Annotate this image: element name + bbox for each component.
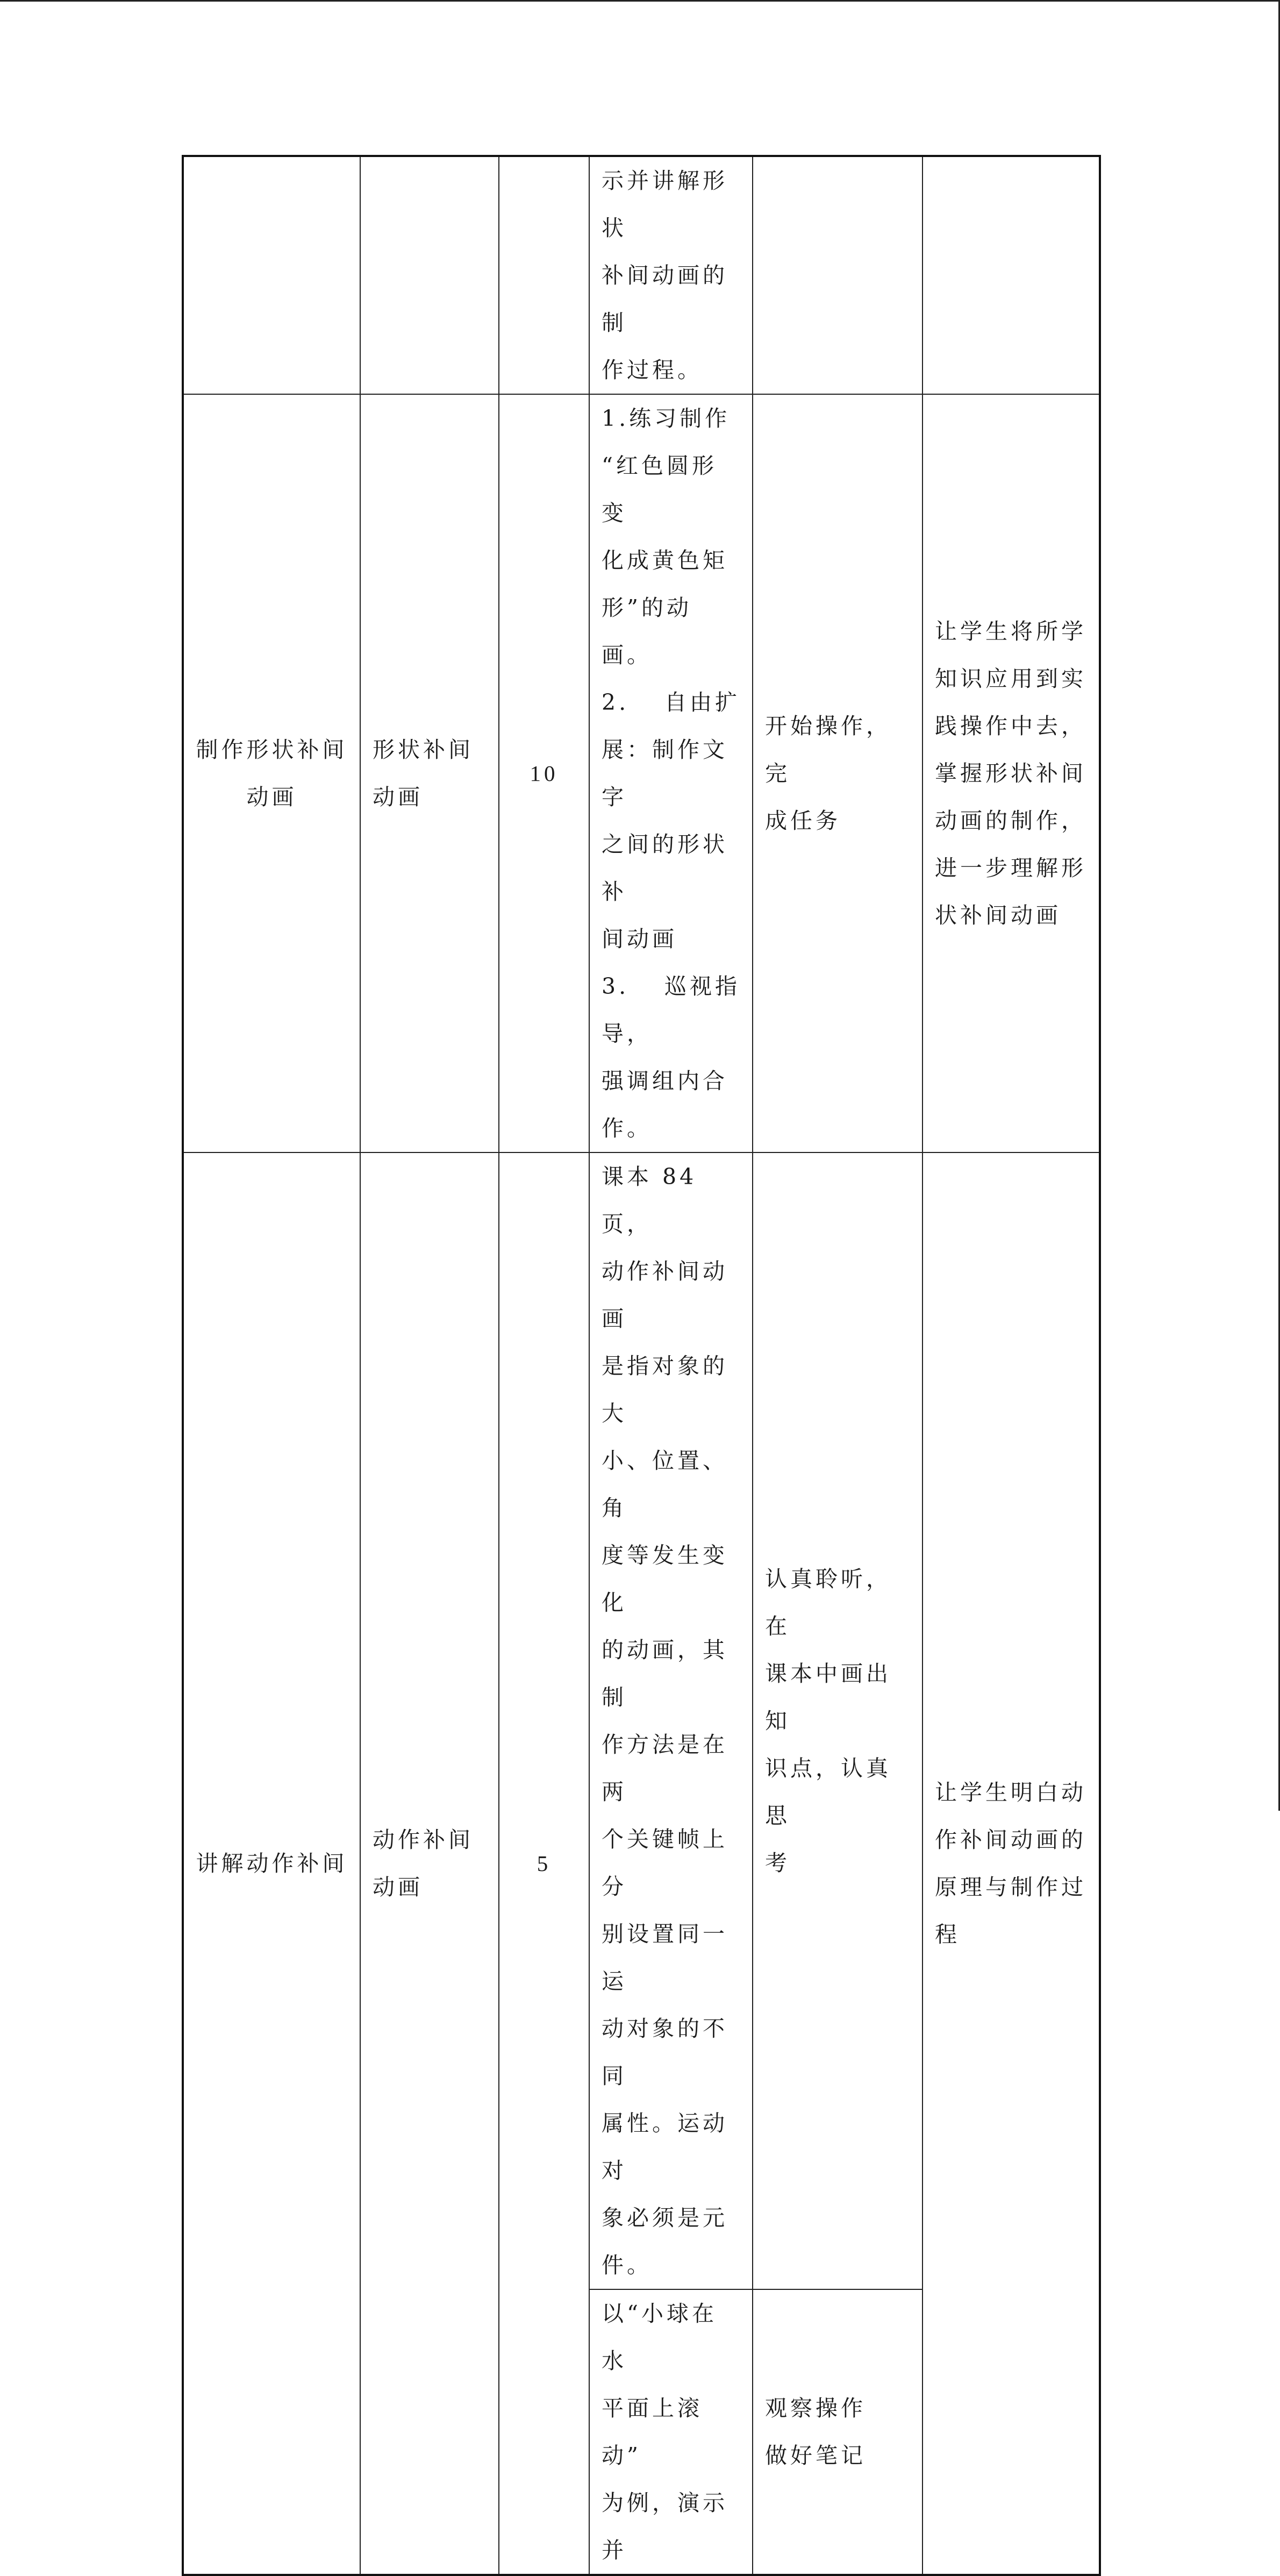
text-line: 成任务 <box>765 808 841 834</box>
design-intent-cell <box>923 156 1100 394</box>
text-line: 形”的动画。 <box>602 595 692 668</box>
text-line: 开始操作，完 <box>765 713 891 786</box>
text-line: 度等发生变化 <box>602 1542 728 1616</box>
text-line: 的动画，其制 <box>602 1637 728 1710</box>
topic-cell <box>360 394 499 1152</box>
text-line: 动对象的不同 <box>602 2016 728 2089</box>
minutes-cell: 10 <box>499 394 589 1152</box>
text-line: 别设置同一运 <box>602 1921 728 1994</box>
text-line: 动作补间动画 <box>602 1258 728 1332</box>
teacher-activity-cell <box>589 156 753 394</box>
student-activity-cell <box>753 1152 923 2289</box>
text-line: 示并讲解形状 <box>602 168 728 241</box>
text-line: 考 <box>765 1850 790 1876</box>
text-line: 作过程。 <box>602 357 703 383</box>
text-line: 动画的制作， <box>935 808 1086 834</box>
text-line: 件。 <box>602 2252 652 2278</box>
lesson-plan-table <box>182 155 1101 2576</box>
text-line: 平面上滚动” <box>602 2395 703 2468</box>
text-line: 制作形状补间 <box>196 737 348 763</box>
text-line: 个关键帧上分 <box>602 1826 728 1899</box>
text-line: 化成黄色矩 <box>602 547 728 573</box>
text-line: 展：制作文字 <box>602 737 728 810</box>
text-line: 以“小球在水 <box>602 2301 717 2374</box>
text-line: 动画 <box>373 1874 423 1900</box>
text-line: 做好笔记 <box>765 2443 866 2468</box>
teacher-activity-cell <box>589 394 753 1152</box>
text-line: 动画 <box>246 784 297 810</box>
text-line: 作方法是在两 <box>602 1732 728 1805</box>
table-row <box>183 156 1100 394</box>
text-line: 观察操作 <box>765 2395 866 2421</box>
text-fragment: 巡视指 <box>664 973 740 999</box>
design-intent-cell <box>923 1152 1100 2575</box>
text-line: 动作补间 <box>373 1827 474 1853</box>
text-line: 课本中画出知 <box>765 1661 891 1734</box>
text-line: 程 <box>935 1922 960 1947</box>
text-line: 状补间动画 <box>935 902 1061 928</box>
student-activity-cell <box>753 2289 923 2575</box>
stage-cell <box>183 1152 360 2575</box>
minutes-cell <box>499 156 589 394</box>
teacher-activity-cell <box>589 1152 753 2289</box>
text-line: 作。 <box>602 1115 652 1141</box>
page-border-top <box>0 0 1280 2</box>
text-line: 知识应用到实 <box>935 666 1086 692</box>
text-line: 课本 84 页， <box>602 1164 697 1237</box>
text-line: 补间动画的制 <box>602 262 728 336</box>
text-line: 进一步理解形 <box>935 855 1086 881</box>
text-line: 导， <box>602 1021 652 1047</box>
text-line: 象必须是元 <box>602 2205 728 2231</box>
text-line: 为例，演示并 <box>602 2490 728 2563</box>
text-line: 让学生将所学 <box>935 618 1086 644</box>
design-intent-cell <box>923 394 1100 1152</box>
topic-cell <box>360 156 499 394</box>
student-activity-cell <box>753 156 923 394</box>
list-number: 2. <box>602 689 630 715</box>
text-line: 小、位置、角 <box>602 1448 728 1521</box>
topic-cell <box>360 1152 499 2575</box>
text-line: 原理与制作过 <box>935 1874 1086 1900</box>
text-line: 作补间动画的 <box>935 1827 1086 1853</box>
text-line: 之间的形状补 <box>602 831 728 905</box>
text-line: 1.练习制作 <box>602 405 731 431</box>
text-line: 践操作中去， <box>935 713 1086 739</box>
stage-cell <box>183 394 360 1152</box>
text-line <box>602 963 740 1010</box>
text-line: 形状补间 <box>373 737 474 763</box>
text-line: “红色圆形变 <box>602 453 717 526</box>
minutes-cell: 5 <box>499 1152 589 2575</box>
text-line: 动画 <box>373 784 423 810</box>
list-number: 3. <box>602 973 630 999</box>
text-line: 强调组内合 <box>602 1068 728 1094</box>
text-line <box>602 679 740 726</box>
text-line: 认真聆听，在 <box>765 1566 891 1639</box>
table-row <box>183 394 1100 1152</box>
text-fragment: 自由扩 <box>664 689 740 715</box>
text-line: 间动画 <box>602 926 677 952</box>
teacher-activity-cell <box>589 2289 753 2575</box>
text-line: 讲解动作补间 <box>196 1851 348 1876</box>
text-line: 让学生明白动 <box>935 1780 1086 1805</box>
student-activity-cell <box>753 394 923 1152</box>
stage-cell <box>183 156 360 394</box>
text-line: 掌握形状补间 <box>935 760 1086 786</box>
text-line: 属性。运动对 <box>602 2110 728 2183</box>
table-row <box>183 1152 1100 2289</box>
text-line: 是指对象的大 <box>602 1353 728 1426</box>
text-line: 识点，认真思 <box>765 1755 891 1828</box>
